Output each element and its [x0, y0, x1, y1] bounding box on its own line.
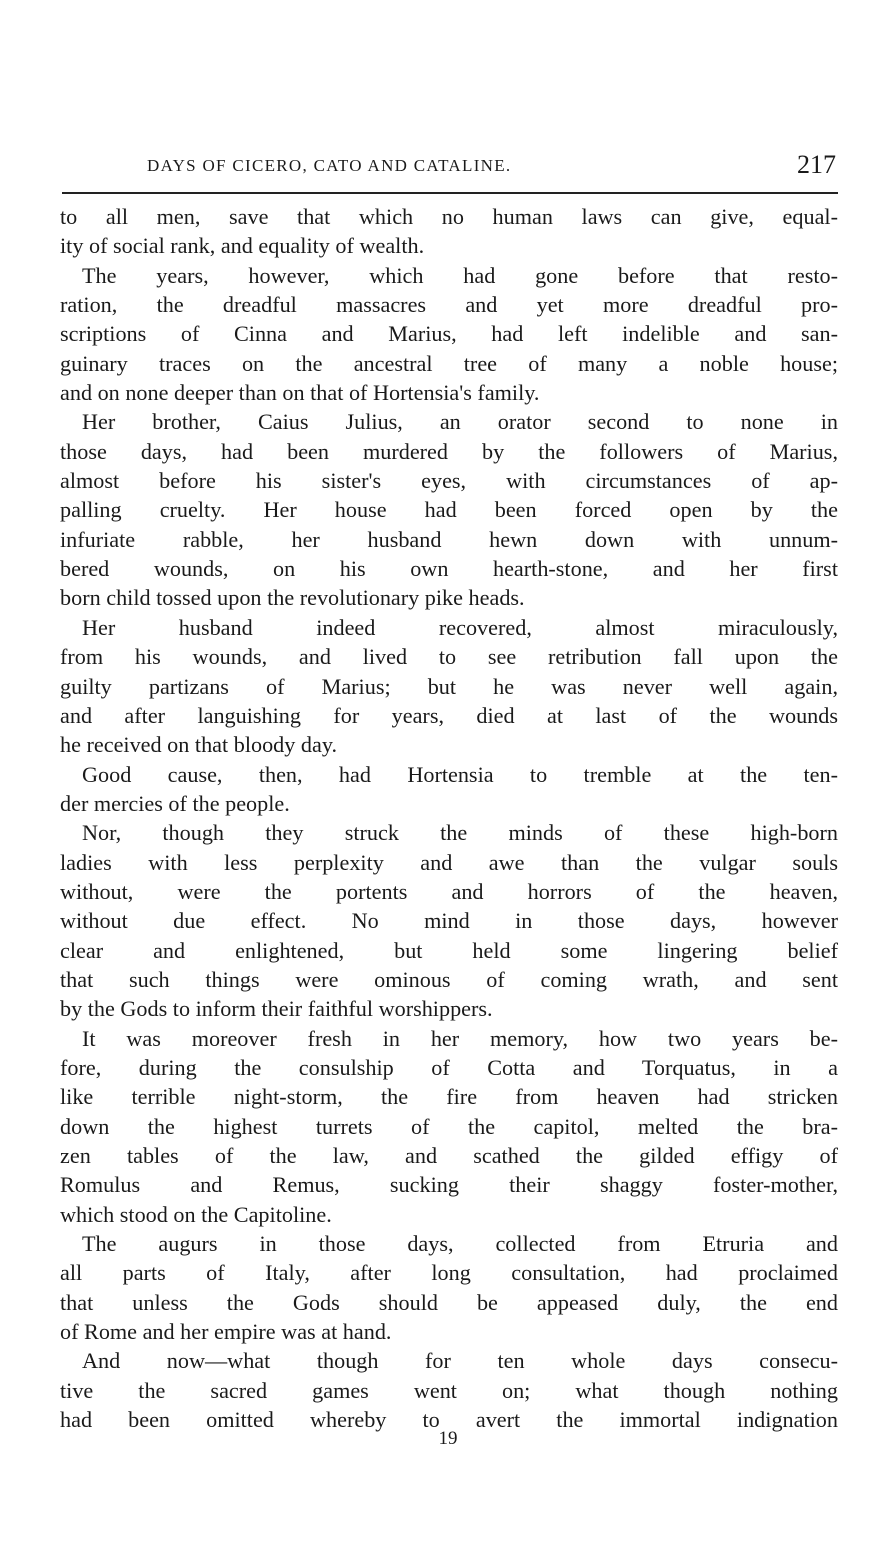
text-line: Her husband indeed recovered, almost miraculously, — [82, 614, 838, 640]
text-line: clear and enlightened, but held some lingering belief — [60, 937, 838, 963]
text-line: and on none deeper than on that of Hortensia's family. — [60, 380, 540, 406]
text-line: bered wounds, on his own hearth-stone, and her first — [60, 556, 838, 582]
text-line: palling cruelty. Her house had been forced open by the — [60, 497, 838, 523]
text-line: Her brother, Caius Julius, an orator second to none in — [82, 409, 838, 435]
text-line: without due effect. No mind in those days, however — [60, 908, 838, 934]
text-line: guilty partizans of Marius; but he was never well again, — [60, 673, 838, 699]
text-line: der mercies of the people. — [60, 790, 290, 816]
header-rule — [62, 192, 838, 194]
body-text — [60, 202, 838, 1434]
text-line: fore, during the consulship of Cotta and Torquatus, in a — [60, 1054, 838, 1080]
running-head — [62, 152, 838, 186]
text-line: that unless the Gods should be appeased duly, the end — [60, 1289, 838, 1315]
text-line: tive the sacred games went on; what though nothing — [60, 1377, 838, 1403]
text-line: ity of social rank, and equality of wealth. — [60, 233, 425, 259]
text-line: born child tossed upon the revolutionary pike heads. — [60, 585, 525, 611]
text-line: The augurs in those days, collected from Etruria and — [82, 1231, 838, 1257]
text-line: those days, had been murdered by the followers of Marius, — [60, 438, 838, 464]
text-line: like terrible night-storm, the fire from heaven had stricken — [60, 1084, 838, 1110]
text-line: Romulus and Remus, sucking their shaggy foster-mother, — [60, 1172, 838, 1198]
text-line: Good cause, then, had Hortensia to tremble at the ten- — [82, 761, 838, 787]
text-line: Nor, though they struck the minds of these high-born — [82, 820, 838, 846]
text-line: It was moreover fresh in her memory, how two years be- — [82, 1025, 838, 1051]
text-line: The years, however, which had gone before that resto- — [82, 262, 838, 288]
text-line: And now—what though for ten whole days consecu- — [82, 1348, 838, 1374]
text-line: that such things were ominous of coming wrath, and sent — [60, 966, 838, 992]
page-number: 217 — [797, 150, 836, 179]
text-line: without, were the portents and horrors of the heaven, — [60, 878, 838, 904]
text-line: of Rome and her empire was at hand. — [60, 1319, 392, 1345]
running-head-title: DAYS OF CICERO, CATO AND CATALINE. — [147, 156, 512, 175]
text-line: all parts of Italy, after long consultation, had proclaimed — [60, 1260, 838, 1286]
signature-mark: 19 — [438, 1428, 458, 1449]
text-line: which stood on the Capitoline. — [60, 1201, 332, 1227]
text-line: almost before his sister's eyes, with circumstances of ap- — [60, 468, 838, 494]
text-line: scriptions of Cinna and Marius, had left indelible and san- — [60, 321, 838, 347]
text-line: he received on that bloody day. — [60, 732, 338, 758]
text-line: from his wounds, and lived to see retribution fall upon the — [60, 644, 838, 670]
text-line: guinary traces on the ancestral tree of many a noble house; — [60, 350, 838, 376]
text-line: and after languishing for years, died at last of the wounds — [60, 702, 838, 728]
text-line: by the Gods to inform their faithful worshippers. — [60, 996, 493, 1022]
text-line: ration, the dreadful massacres and yet more dreadful pro- — [60, 292, 838, 318]
text-line: infuriate rabble, her husband hewn down with unnum- — [60, 526, 838, 552]
text-line: ladies with less perplexity and awe than the vulgar souls — [60, 849, 838, 875]
text-line: had been omitted whereby to avert the immortal indignation — [60, 1407, 838, 1433]
text-line: to all men, save that which no human laws can give, equal- — [60, 204, 838, 229]
text-line: zen tables of the law, and scathed the gilded effigy of — [60, 1143, 838, 1168]
text-line: down the highest turrets of the capitol, melted the bra- — [60, 1113, 838, 1139]
